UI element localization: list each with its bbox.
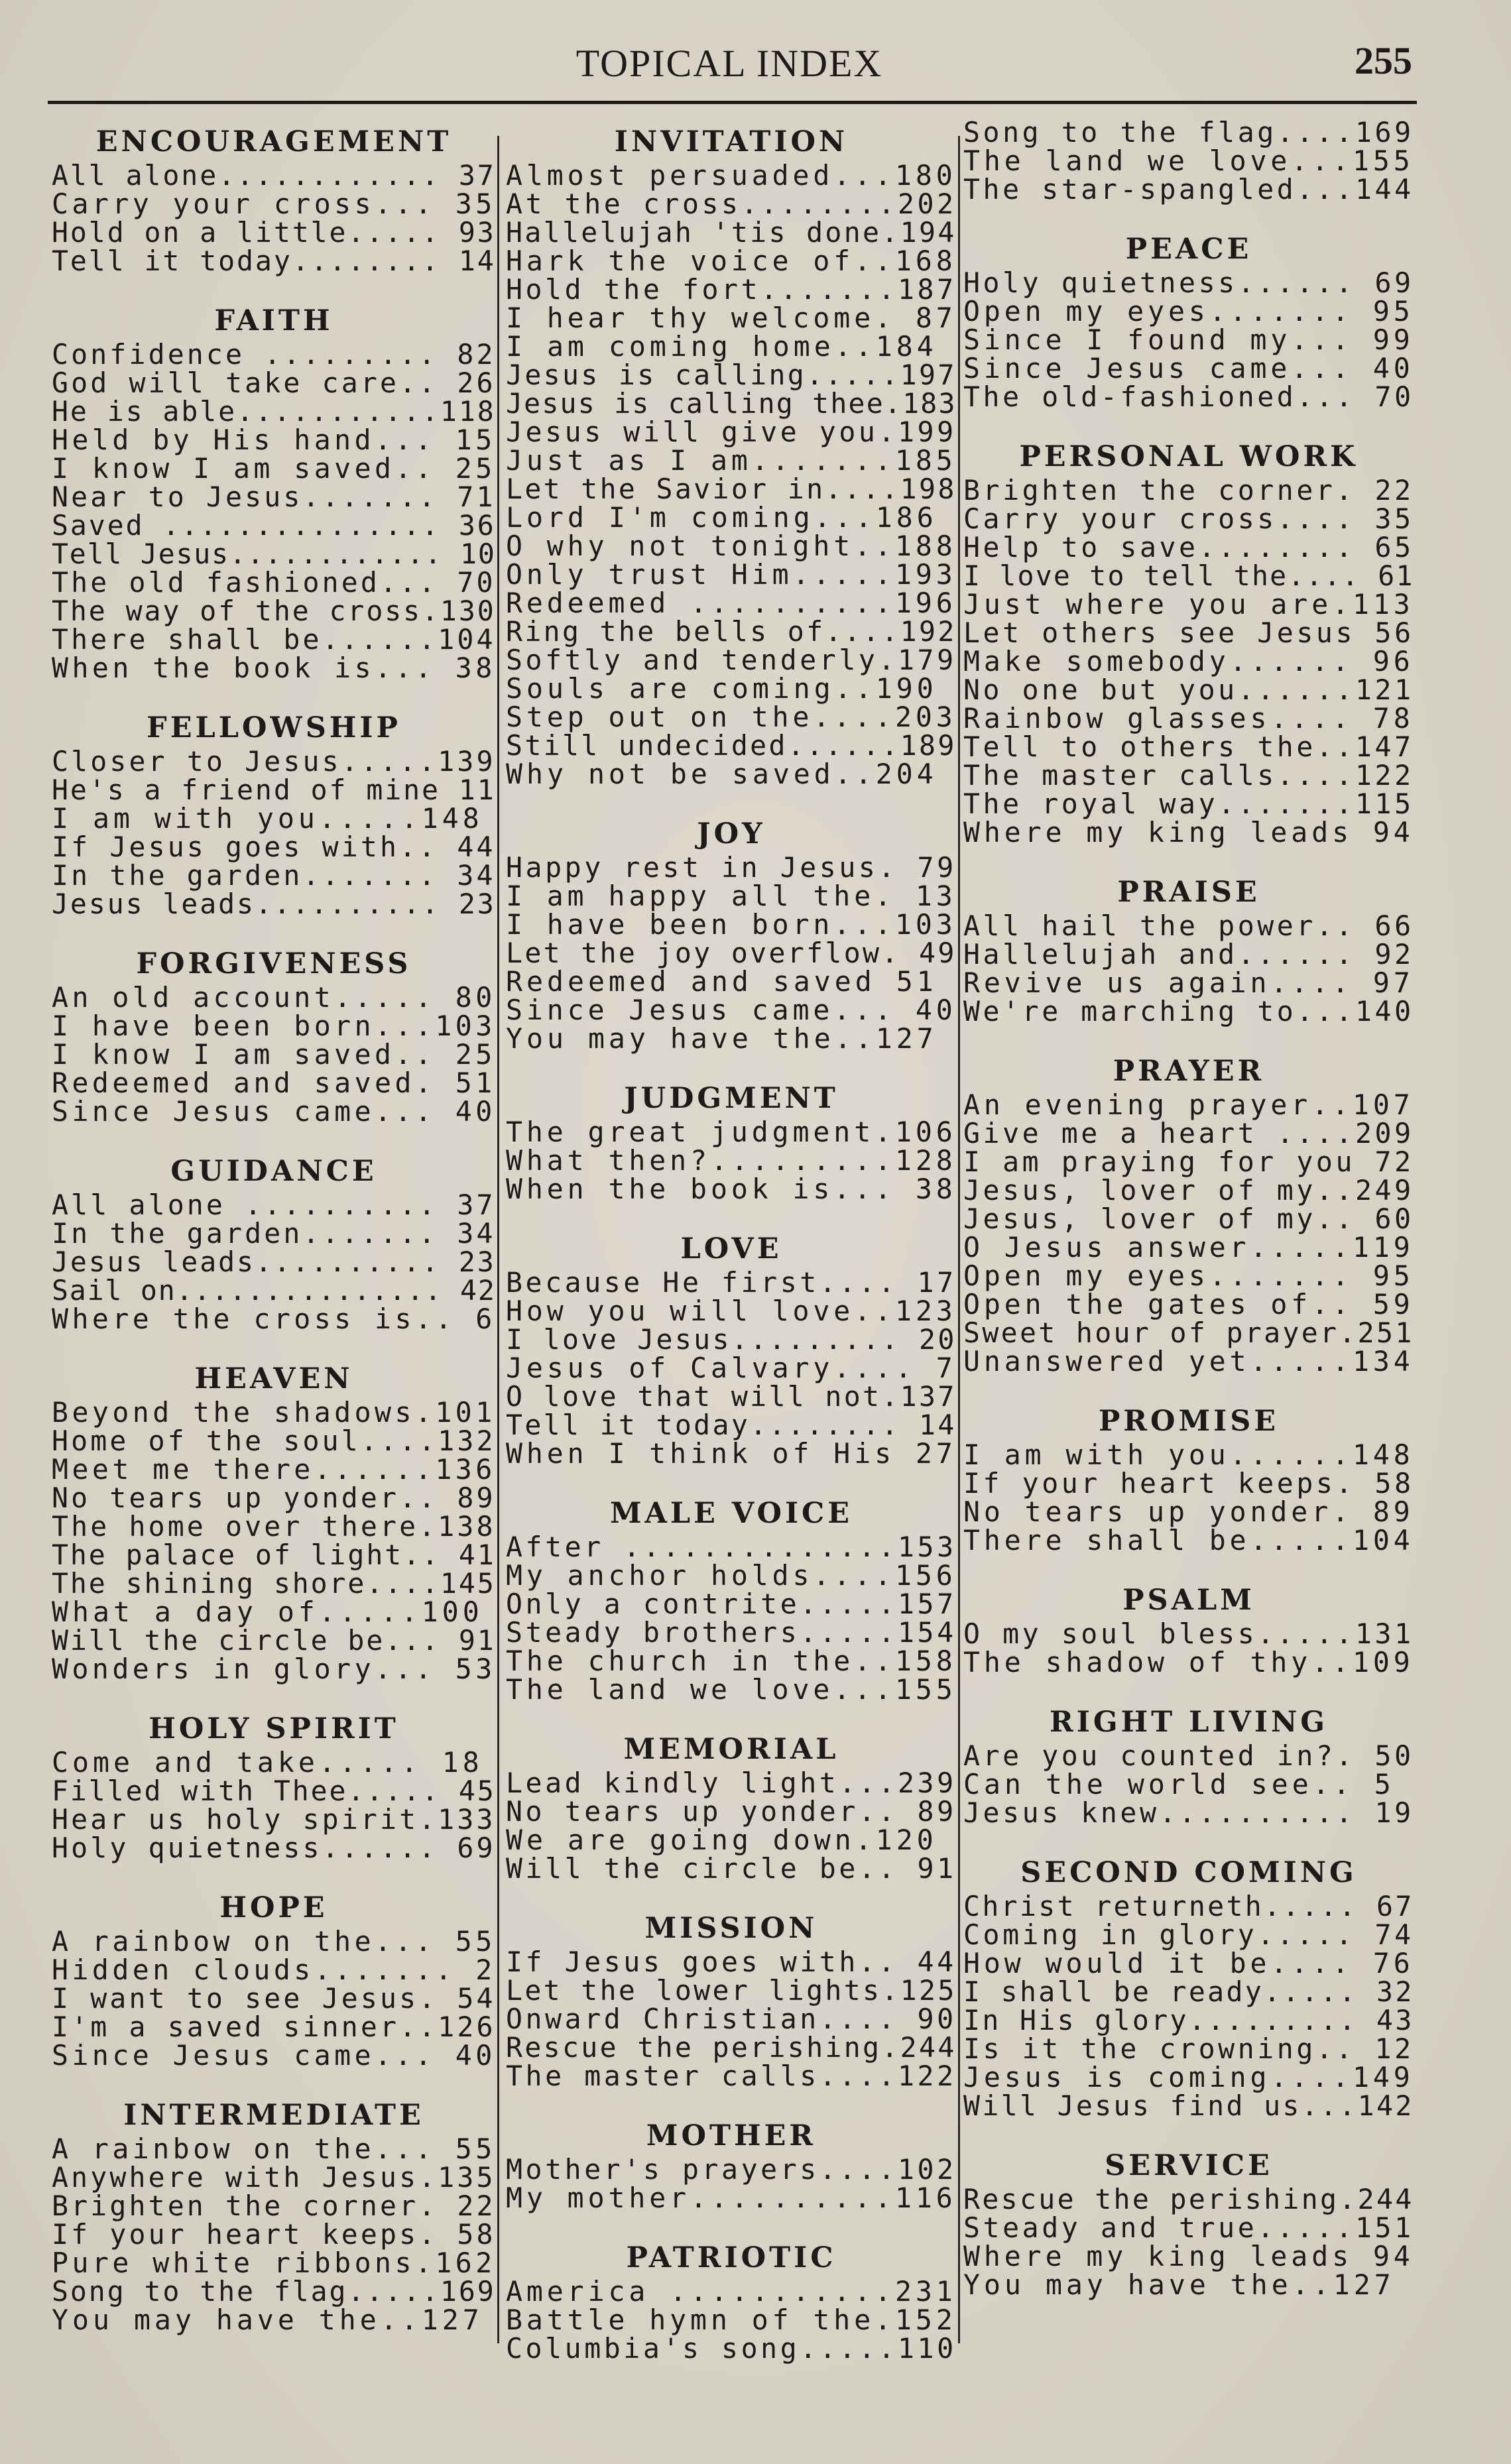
index-entry: The great judgment.106	[506, 1116, 957, 1148]
index-entry: Confidence ......... 82	[52, 338, 496, 371]
index-entry: Hallelujah 'tis done.194	[506, 216, 957, 249]
index-entry: Jesus, lover of my..249	[963, 1174, 1414, 1206]
index-entry: Since Jesus came... 40	[52, 2039, 496, 2072]
header-rule	[48, 101, 1417, 104]
section-heading: RIGHT LIVING	[1049, 1706, 1329, 1739]
index-entry: Will Jesus find us...142	[963, 2089, 1414, 2122]
index-section	[506, 123, 957, 788]
index-entry: Jesus leads.......... 23	[52, 888, 496, 920]
section-heading: PROMISE	[1098, 1405, 1280, 1438]
section-heading: FELLOWSHIP	[147, 711, 401, 744]
index-entry: Carry your cross.... 35	[963, 502, 1414, 535]
section-heading: FAITH	[214, 304, 333, 337]
index-entry: Let the lower lights.125	[506, 1974, 957, 2007]
index-entry: Jesus will give you.199	[506, 416, 957, 448]
section-gap	[52, 1683, 496, 1710]
index-entry: Softly and tenderly.179	[506, 644, 957, 676]
index-entry: Wonders in glory... 53	[52, 1653, 496, 1685]
index-entry: I am happy all the. 13	[506, 880, 957, 912]
index-entry: There shall be.....104	[963, 1524, 1414, 1556]
index-column-3	[963, 118, 1414, 2299]
entry-list	[52, 340, 496, 682]
section-heading: PERSONAL WORK	[1019, 440, 1359, 473]
index-entry: An old account..... 80	[52, 981, 496, 1014]
index-entry: A rainbow on the... 55	[52, 1925, 496, 1958]
index-entry: Battle hymn of the.152	[506, 2304, 957, 2336]
index-entry: No one but you......121	[963, 674, 1414, 706]
section-gap	[52, 2070, 496, 2096]
index-entry: I love Jesus......... 20	[506, 1323, 957, 1356]
section-heading: HOPE	[219, 1891, 328, 1924]
index-entry: Coming in glory..... 74	[963, 1918, 1414, 1951]
index-entry: I have been born...103	[52, 1010, 496, 1042]
page-number: 255	[1355, 39, 1412, 82]
index-entry: He is able...........118	[52, 395, 496, 428]
section-heading: PEACE	[1125, 233, 1252, 266]
index-entry: Only trust Him.....193	[506, 558, 957, 591]
entry-list	[506, 1533, 957, 1704]
index-entry: In the garden....... 34	[52, 859, 496, 892]
index-entry: The star-spangled...144	[963, 173, 1414, 205]
index-entry: O why not tonight..188	[506, 530, 957, 562]
section-gap	[506, 2090, 957, 2117]
index-entry: Why not be saved..204	[506, 758, 937, 790]
index-entry: I hear thy welcome. 87	[506, 302, 957, 334]
index-column-1	[52, 123, 496, 2334]
index-entry: When the book is... 38	[506, 1173, 957, 1205]
index-entry: Jesus, lover of my.. 60	[963, 1203, 1414, 1235]
index-section	[963, 438, 1414, 847]
section-gap	[963, 411, 1414, 438]
index-entry: Hallelujah and...... 92	[963, 938, 1414, 970]
index-section	[506, 1230, 957, 1468]
index-entry: Happy rest in Jesus. 79	[506, 851, 957, 884]
index-section	[52, 123, 496, 275]
index-entry: What then?.........128	[506, 1144, 957, 1177]
index-entry: Near to Jesus....... 71	[52, 481, 496, 513]
index-entry: If your heart keeps. 58	[963, 1467, 1414, 1499]
index-entry: Come and take..... 18	[52, 1746, 483, 1779]
index-entry: The land we love...155	[506, 1673, 957, 1706]
entry-list	[963, 476, 1414, 847]
section-gap	[52, 682, 496, 709]
section-heading: MOTHER	[646, 2119, 817, 2152]
index-entry: The master calls....122	[506, 2060, 957, 2092]
index-entry: The old fashioned... 70	[52, 566, 496, 599]
index-entry: Let others see Jesus 56	[963, 616, 1414, 649]
index-entry: Redeemed ..........196	[506, 587, 957, 619]
section-gap	[963, 2120, 1414, 2146]
entry-list	[506, 853, 957, 1053]
section-gap	[52, 918, 496, 945]
index-entry: Where my king leads 94	[963, 816, 1414, 849]
index-section	[52, 1710, 496, 1862]
index-entry: All alone............ 37	[52, 159, 496, 192]
index-section	[506, 1079, 957, 1203]
index-entry: I'm a saved sinner..126	[52, 2011, 496, 2043]
index-section	[506, 1909, 957, 2090]
section-gap	[506, 1053, 957, 1079]
index-entry: Will the circle be.. 91	[506, 1852, 957, 1885]
index-entry: Rescue the perishing.244	[506, 2031, 957, 2064]
index-entry: Onward Christian.... 90	[506, 2003, 957, 2035]
index-section	[52, 302, 496, 682]
index-entry: Where the cross is.. 6	[52, 1303, 496, 1335]
index-entry: The old-fashioned... 70	[963, 381, 1414, 413]
index-entry: O my soul bless.....131	[963, 1617, 1414, 1650]
index-entry: Jesus is coming....149	[963, 2061, 1414, 2093]
index-entry: Song to the flag.....169	[52, 2275, 496, 2308]
index-section	[963, 873, 1414, 1026]
index-entry: Jesus leads.......... 23	[52, 1246, 496, 1278]
section-heading: PATRIOTIC	[626, 2241, 837, 2274]
index-entry: Open the gates of.. 59	[963, 1288, 1414, 1320]
index-section	[52, 1152, 496, 1333]
section-heading: JUDGMENT	[624, 1082, 839, 1115]
index-entry: All hail the power.. 66	[963, 909, 1414, 942]
section-gap	[963, 1376, 1414, 1402]
entry-list	[52, 1927, 496, 2070]
index-entry: If Jesus goes with.. 44	[506, 1946, 957, 1978]
index-entry: O love that will not.137	[506, 1380, 957, 1413]
entry-list	[52, 161, 496, 275]
index-entry: Steady brothers.....154	[506, 1616, 957, 1649]
index-entry: Open my eyes....... 95	[963, 1260, 1414, 1292]
index-entry: Holy quietness...... 69	[963, 266, 1414, 299]
entry-list	[52, 983, 496, 1126]
index-entry: I want to see Jesus. 54	[52, 1982, 496, 2015]
section-heading: SERVICE	[1105, 2149, 1273, 2182]
entry-list	[963, 1892, 1414, 2120]
section-gap	[506, 1883, 957, 1909]
section-gap	[963, 1827, 1414, 1853]
section-heading: JOY	[697, 817, 766, 851]
index-entry: Hear us holy spirit.133	[52, 1803, 496, 1836]
entry-list	[963, 1090, 1414, 1376]
index-entry: Is it the crowning.. 12	[963, 2032, 1414, 2065]
index-entry: The church in the..158	[506, 1645, 957, 1677]
index-entry: Held by His hand... 15	[52, 424, 496, 456]
index-entry: Let the Savior in....198	[506, 473, 957, 505]
section-gap	[963, 204, 1414, 230]
index-entry: At the cross........202	[506, 188, 957, 220]
index-entry: Are you counted in?. 50	[963, 1739, 1414, 1772]
index-entry: Redeemed and saved 51	[506, 965, 937, 998]
index-entry: America ...........231	[506, 2275, 957, 2308]
entry-list	[963, 911, 1414, 1026]
index-entry: We're marching to...140	[963, 995, 1414, 1027]
index-entry: In His glory......... 43	[963, 2004, 1414, 2036]
column-divider-right	[958, 136, 960, 2343]
index-entry: Just as I am.......185	[506, 444, 957, 477]
index-entry: The palace of light.. 41	[52, 1539, 496, 1571]
index-entry: No tears up yonder.. 89	[506, 1795, 957, 1828]
section-gap	[963, 1555, 1414, 1581]
section-heading: HOLY SPIRIT	[149, 1712, 399, 1745]
section-heading: SECOND COMING	[1020, 1856, 1357, 1889]
index-entry: The shining shore....145	[52, 1567, 496, 1600]
index-entry: Since Jesus came... 40	[963, 352, 1414, 384]
index-entry: Open my eyes....... 95	[963, 295, 1414, 327]
index-entry: Closer to Jesus.....139	[52, 745, 496, 778]
index-entry: You may have the..127	[963, 2268, 1395, 2301]
entry-list	[506, 1268, 957, 1468]
index-entry: Jesus knew.......... 19	[963, 1796, 1414, 1829]
index-entry: Hidden clouds....... 2	[52, 1954, 496, 1986]
section-gap	[963, 1026, 1414, 1052]
index-entry: Only a contrite.....157	[506, 1588, 957, 1620]
index-entry: Hold the fort.......187	[506, 273, 957, 306]
index-section	[963, 1052, 1414, 1376]
index-entry: Filled with Thee..... 45	[52, 1775, 496, 1807]
index-entry: Revive us again.... 97	[963, 967, 1414, 999]
entry-list	[506, 161, 957, 788]
index-entry: You may have the..127	[52, 2304, 483, 2336]
index-section	[963, 1402, 1414, 1555]
index-column-2	[506, 123, 957, 2363]
index-section	[963, 1853, 1414, 2120]
index-entry: After ..............153	[506, 1531, 957, 1563]
index-entry: Pure white ribbons.162	[52, 2247, 496, 2279]
section-gap	[506, 2212, 957, 2239]
index-entry: No tears up yonder. 89	[963, 1496, 1414, 1528]
column-divider-left	[497, 136, 499, 2343]
index-entry: Step out on the....203	[506, 701, 957, 733]
index-entry: When I think of His 27	[506, 1437, 957, 1470]
section-gap	[52, 1126, 496, 1152]
index-section	[52, 1360, 496, 1683]
index-entry: Tell Jesus............ 10	[52, 538, 496, 570]
section-gap	[963, 847, 1414, 873]
index-entry: If Jesus goes with.. 44	[52, 831, 496, 863]
index-entry: If your heart keeps. 58	[52, 2218, 496, 2251]
entry-list	[963, 118, 1414, 204]
index-entry: There shall be......104	[52, 623, 496, 656]
index-entry: Redeemed and saved. 51	[52, 1067, 496, 1099]
index-entry: Rescue the perishing.244	[963, 2183, 1414, 2215]
entry-list	[963, 268, 1414, 411]
entry-list	[52, 1748, 496, 1862]
section-heading: HEAVEN	[194, 1362, 353, 1395]
entry-list	[506, 1948, 957, 2090]
index-entry: Meet me there......136	[52, 1453, 496, 1486]
index-section	[963, 230, 1414, 411]
index-entry: Brighten the corner. 22	[52, 2190, 496, 2222]
index-entry: Carry your cross... 35	[52, 188, 496, 220]
index-entry: An evening prayer..107	[963, 1088, 1414, 1121]
index-entry: Tell to others the..147	[963, 731, 1414, 763]
index-section	[506, 2239, 957, 2363]
index-entry: Tell it today........ 14	[52, 245, 496, 277]
entry-list	[52, 747, 496, 918]
index-entry: Sail on............... 42	[52, 1274, 496, 1307]
entry-list	[963, 2185, 1414, 2299]
index-entry: Still undecided......189	[506, 729, 957, 762]
section-heading: PRAISE	[1117, 876, 1260, 909]
index-entry: He's a friend of mine 11	[52, 774, 496, 806]
index-entry: I shall be ready..... 32	[963, 1975, 1414, 2008]
section-gap	[963, 1676, 1414, 1703]
index-section	[963, 1703, 1414, 1827]
index-entry: The shadow of thy..109	[963, 1646, 1414, 1678]
entry-list	[506, 2155, 957, 2212]
index-entry: Hold on a little..... 93	[52, 216, 496, 249]
entry-list	[963, 1440, 1414, 1555]
index-entry: I am praying for you 72	[963, 1145, 1414, 1178]
index-section	[506, 1730, 957, 1883]
index-entry: When the book is... 38	[52, 652, 496, 684]
index-entry: Home of the soul....132	[52, 1425, 496, 1457]
index-entry: Steady and true.....151	[963, 2211, 1414, 2244]
index-section	[52, 1889, 496, 2070]
index-entry: Can the world see.. 5	[963, 1768, 1395, 1800]
section-gap	[506, 1203, 957, 1230]
index-entry: Jesus is calling thee.183	[506, 387, 957, 420]
section-heading: GUIDANCE	[170, 1155, 377, 1188]
index-entry: Hark the voice of..168	[506, 245, 957, 277]
index-entry: The way of the cross.130	[52, 595, 496, 627]
section-gap	[52, 1862, 496, 1889]
index-entry: Rainbow glasses.... 78	[963, 702, 1414, 734]
index-entry: I am with you.....148	[52, 802, 483, 835]
index-entry: The master calls....122	[963, 759, 1414, 792]
index-entry: All alone .......... 37	[52, 1189, 496, 1221]
index-entry: The home over there.138	[52, 1510, 496, 1543]
index-entry: Beyond the shadows.101	[52, 1396, 496, 1429]
index-entry: Ring the bells of....192	[506, 615, 957, 648]
index-entry: My mother..........116	[506, 2182, 957, 2214]
index-entry: O Jesus answer.....119	[963, 1231, 1414, 1263]
section-heading: FORGIVENESS	[136, 947, 412, 980]
index-section	[52, 2096, 496, 2334]
index-entry: Will the circle be... 91	[52, 1624, 496, 1657]
section-gap	[52, 275, 496, 302]
entry-list	[52, 1191, 496, 1333]
entry-list	[506, 2277, 957, 2363]
index-entry: Tell it today........ 14	[506, 1409, 957, 1441]
index-entry: No tears up yonder.. 89	[52, 1482, 496, 1514]
section-gap	[506, 1704, 957, 1730]
index-entry: I know I am saved.. 25	[52, 1038, 496, 1071]
index-entry: Mother's prayers....102	[506, 2153, 957, 2186]
index-entry: Sweet hour of prayer.251	[963, 1317, 1414, 1349]
index-entry: I love to tell the.... 61	[963, 559, 1414, 592]
index-entry: You may have the..127	[506, 1022, 937, 1055]
index-section	[506, 2117, 957, 2212]
section-heading: INVITATION	[614, 125, 849, 158]
index-section	[963, 1581, 1414, 1676]
index-entry: We are going down.120	[506, 1824, 937, 1856]
entry-list	[52, 1398, 496, 1683]
section-heading: LOVE	[680, 1232, 782, 1265]
index-entry: Brighten the corner. 22	[963, 474, 1414, 506]
index-entry: I am coming home..184	[506, 330, 937, 363]
index-section	[963, 118, 1414, 204]
entry-list	[506, 1118, 957, 1203]
index-entry: Holy quietness...... 69	[52, 1832, 496, 1864]
index-entry: Columbia's song.....110	[506, 2332, 957, 2365]
index-entry: Let the joy overflow. 49	[506, 937, 957, 969]
index-entry: Saved ............... 36	[52, 509, 496, 542]
page-title: TOPICAL INDEX	[575, 42, 883, 85]
index-entry: What a day of.....100	[52, 1596, 483, 1628]
section-heading: MALE VOICE	[609, 1497, 853, 1530]
entry-list	[506, 1769, 957, 1883]
index-entry: I am with you......148	[963, 1438, 1414, 1471]
index-entry: In the garden....... 34	[52, 1217, 496, 1250]
section-heading: ENCOURAGEMENT	[95, 125, 452, 158]
index-section	[506, 1494, 957, 1704]
section-heading: INTERMEDIATE	[123, 2099, 424, 2132]
index-section	[52, 709, 496, 918]
index-entry: Anywhere with Jesus.135	[52, 2161, 496, 2194]
section-heading: MEMORIAL	[623, 1733, 839, 1766]
index-section	[506, 815, 957, 1053]
index-entry: The land we love...155	[963, 145, 1414, 177]
index-entry: Since Jesus came... 40	[52, 1095, 496, 1128]
section-gap	[52, 1333, 496, 1360]
section-gap	[506, 788, 957, 815]
index-entry: Almost persuaded...180	[506, 159, 957, 192]
index-entry: My anchor holds....156	[506, 1559, 957, 1592]
index-entry: The royal way.......115	[963, 788, 1414, 820]
index-entry: God will take care.. 26	[52, 367, 496, 399]
section-heading: PSALM	[1122, 1584, 1255, 1617]
index-entry: A rainbow on the... 55	[52, 2133, 496, 2165]
index-entry: Make somebody...... 96	[963, 645, 1414, 677]
index-entry: Since I found my... 99	[963, 323, 1414, 356]
index-entry: Song to the flag....169	[963, 116, 1414, 148]
index-section	[963, 2146, 1414, 2299]
index-entry: Since Jesus came... 40	[506, 994, 957, 1026]
index-entry: Help to save........ 65	[963, 531, 1414, 563]
section-heading: PRAYER	[1113, 1055, 1265, 1088]
entry-list	[52, 2135, 496, 2334]
index-entry: How you will love..123	[506, 1295, 957, 1327]
index-entry: Where my king leads 94	[963, 2240, 1414, 2272]
entry-list	[963, 1741, 1414, 1827]
index-entry: Give me a heart ....209	[963, 1117, 1414, 1149]
index-entry: Jesus of Calvary.... 7	[506, 1352, 957, 1384]
index-section	[52, 945, 496, 1126]
index-entry: Unanswered yet.....134	[963, 1345, 1414, 1378]
section-heading: MISSION	[644, 1912, 818, 1945]
index-entry: I have been born...103	[506, 908, 957, 941]
index-entry: Just where you are.113	[963, 588, 1414, 620]
index-entry: Lord I'm coming...186	[506, 501, 937, 534]
section-gap	[506, 1468, 957, 1494]
entry-list	[963, 1619, 1414, 1676]
index-entry: Jesus is calling.....197	[506, 359, 957, 391]
index-entry: I know I am saved.. 25	[52, 452, 496, 485]
page-header	[46, 33, 1412, 99]
index-entry: Souls are coming..190	[506, 672, 937, 705]
index-entry: Lead kindly light...239	[506, 1767, 957, 1799]
index-entry: How would it be.... 76	[963, 1947, 1414, 1979]
index-entry: Christ returneth..... 67	[963, 1890, 1414, 1922]
index-entry: Because He first.... 17	[506, 1266, 957, 1299]
